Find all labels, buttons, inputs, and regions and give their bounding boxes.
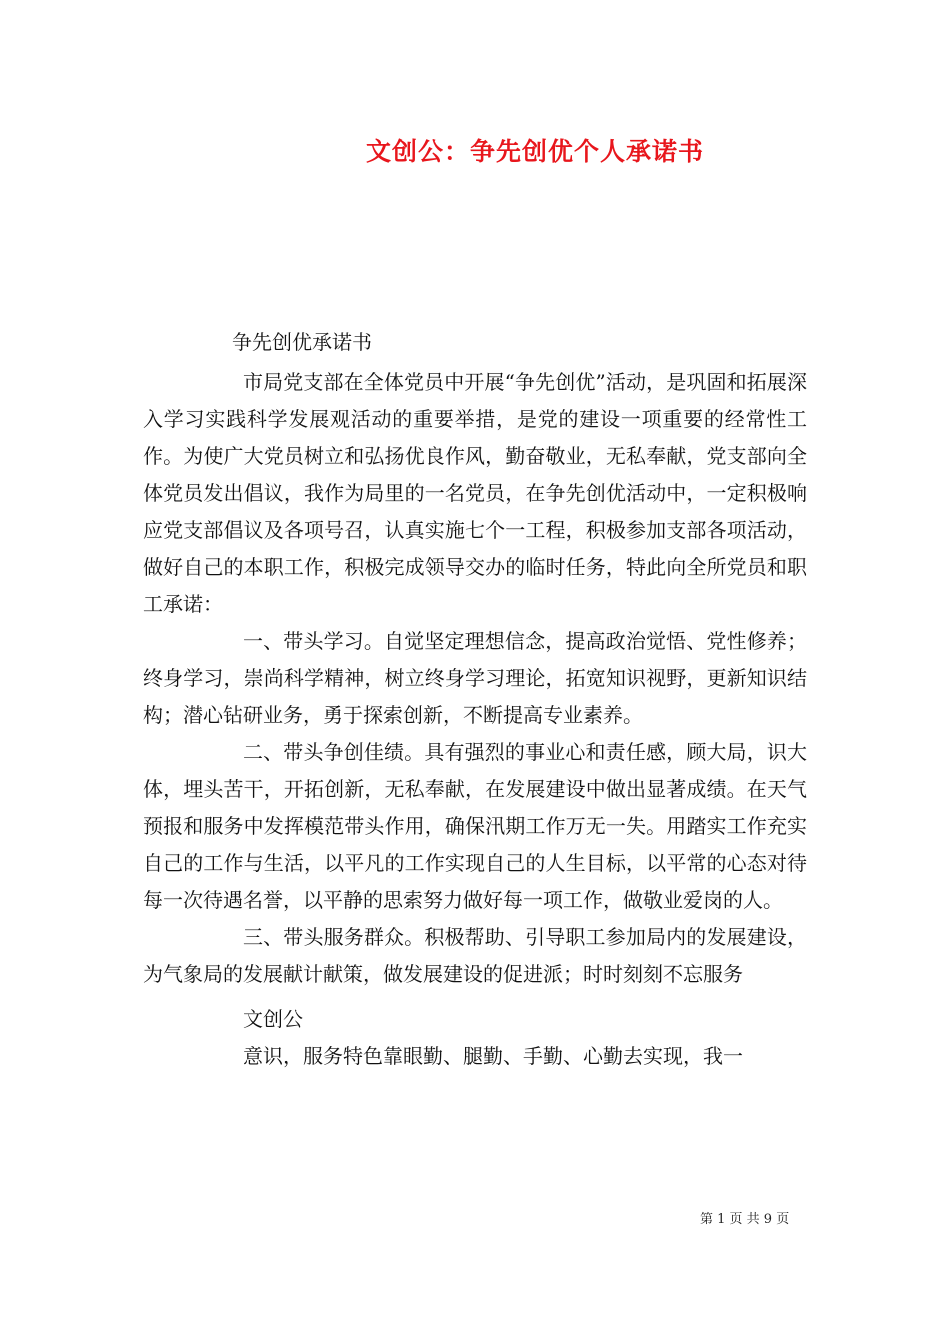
paragraph-continuation: 意识，服务特色靠眼勤、腿勤、手勤、心勤去实现，我一 — [243, 1044, 743, 1068]
document-body — [143, 364, 807, 1075]
signature: 文创公 — [243, 1007, 303, 1031]
paragraph-point-1: 一、带头学习。自觉坚定理想信念，提高政治觉悟、党性修养；终身学习，崇尚科学精神，树立终身学习理论，拓宽知识视野，更新知识结构；潜心钻研业务，勇于探索创新，不断提高专业素养。 — [143, 629, 807, 727]
document-title: 文创公：争先创优个人承诺书 — [365, 137, 704, 166]
paragraph-intro: 市局党支部在全体党员中开展“争先创优”活动，是巩固和拓展深入学习实践科学发展观活动的重要举措，是党的建设一项重要的经常性工作。为使广大党员树立和弘扬优良作风，勤奋敬业，无私奉献，党支部向全体党员发出倡议，我作为局里的一名党员，在争先创优活动中，一定积极响应党支部倡议及各项号召，认真实施七个一工程，积极参加支部各项活动，做好自己的本职工作，积极完成领导交办的临时任务，特此向全所党员和职工承诺： — [143, 370, 807, 616]
paragraph-point-2: 二、带头争创佳绩。具有强烈的事业心和责任感，顾大局，识大体，埋头苦干，开拓创新，无私奉献，在发展建设中做出显著成绩。在天气预报和服务中发挥模范带头作用，确保汛期工作万无一失。用踏实工作充实自己的工作与生活，以平凡的工作实现自己的人生目标，以平常的心态对待每一次待遇名誉，以平静的思索努力做好每一项工作，做敬业爱岗的人。 — [143, 740, 807, 912]
page-number: 第 1 页 共 9 页 — [700, 1212, 790, 1227]
paragraph-point-3: 三、带头服务群众。积极帮助、引导职工参加局内的发展建设，为气象局的发展献计献策，做发展建设的促进派；时时刻刻不忘服务 — [143, 925, 807, 986]
document-subtitle: 争先创优承诺书 — [232, 330, 372, 354]
